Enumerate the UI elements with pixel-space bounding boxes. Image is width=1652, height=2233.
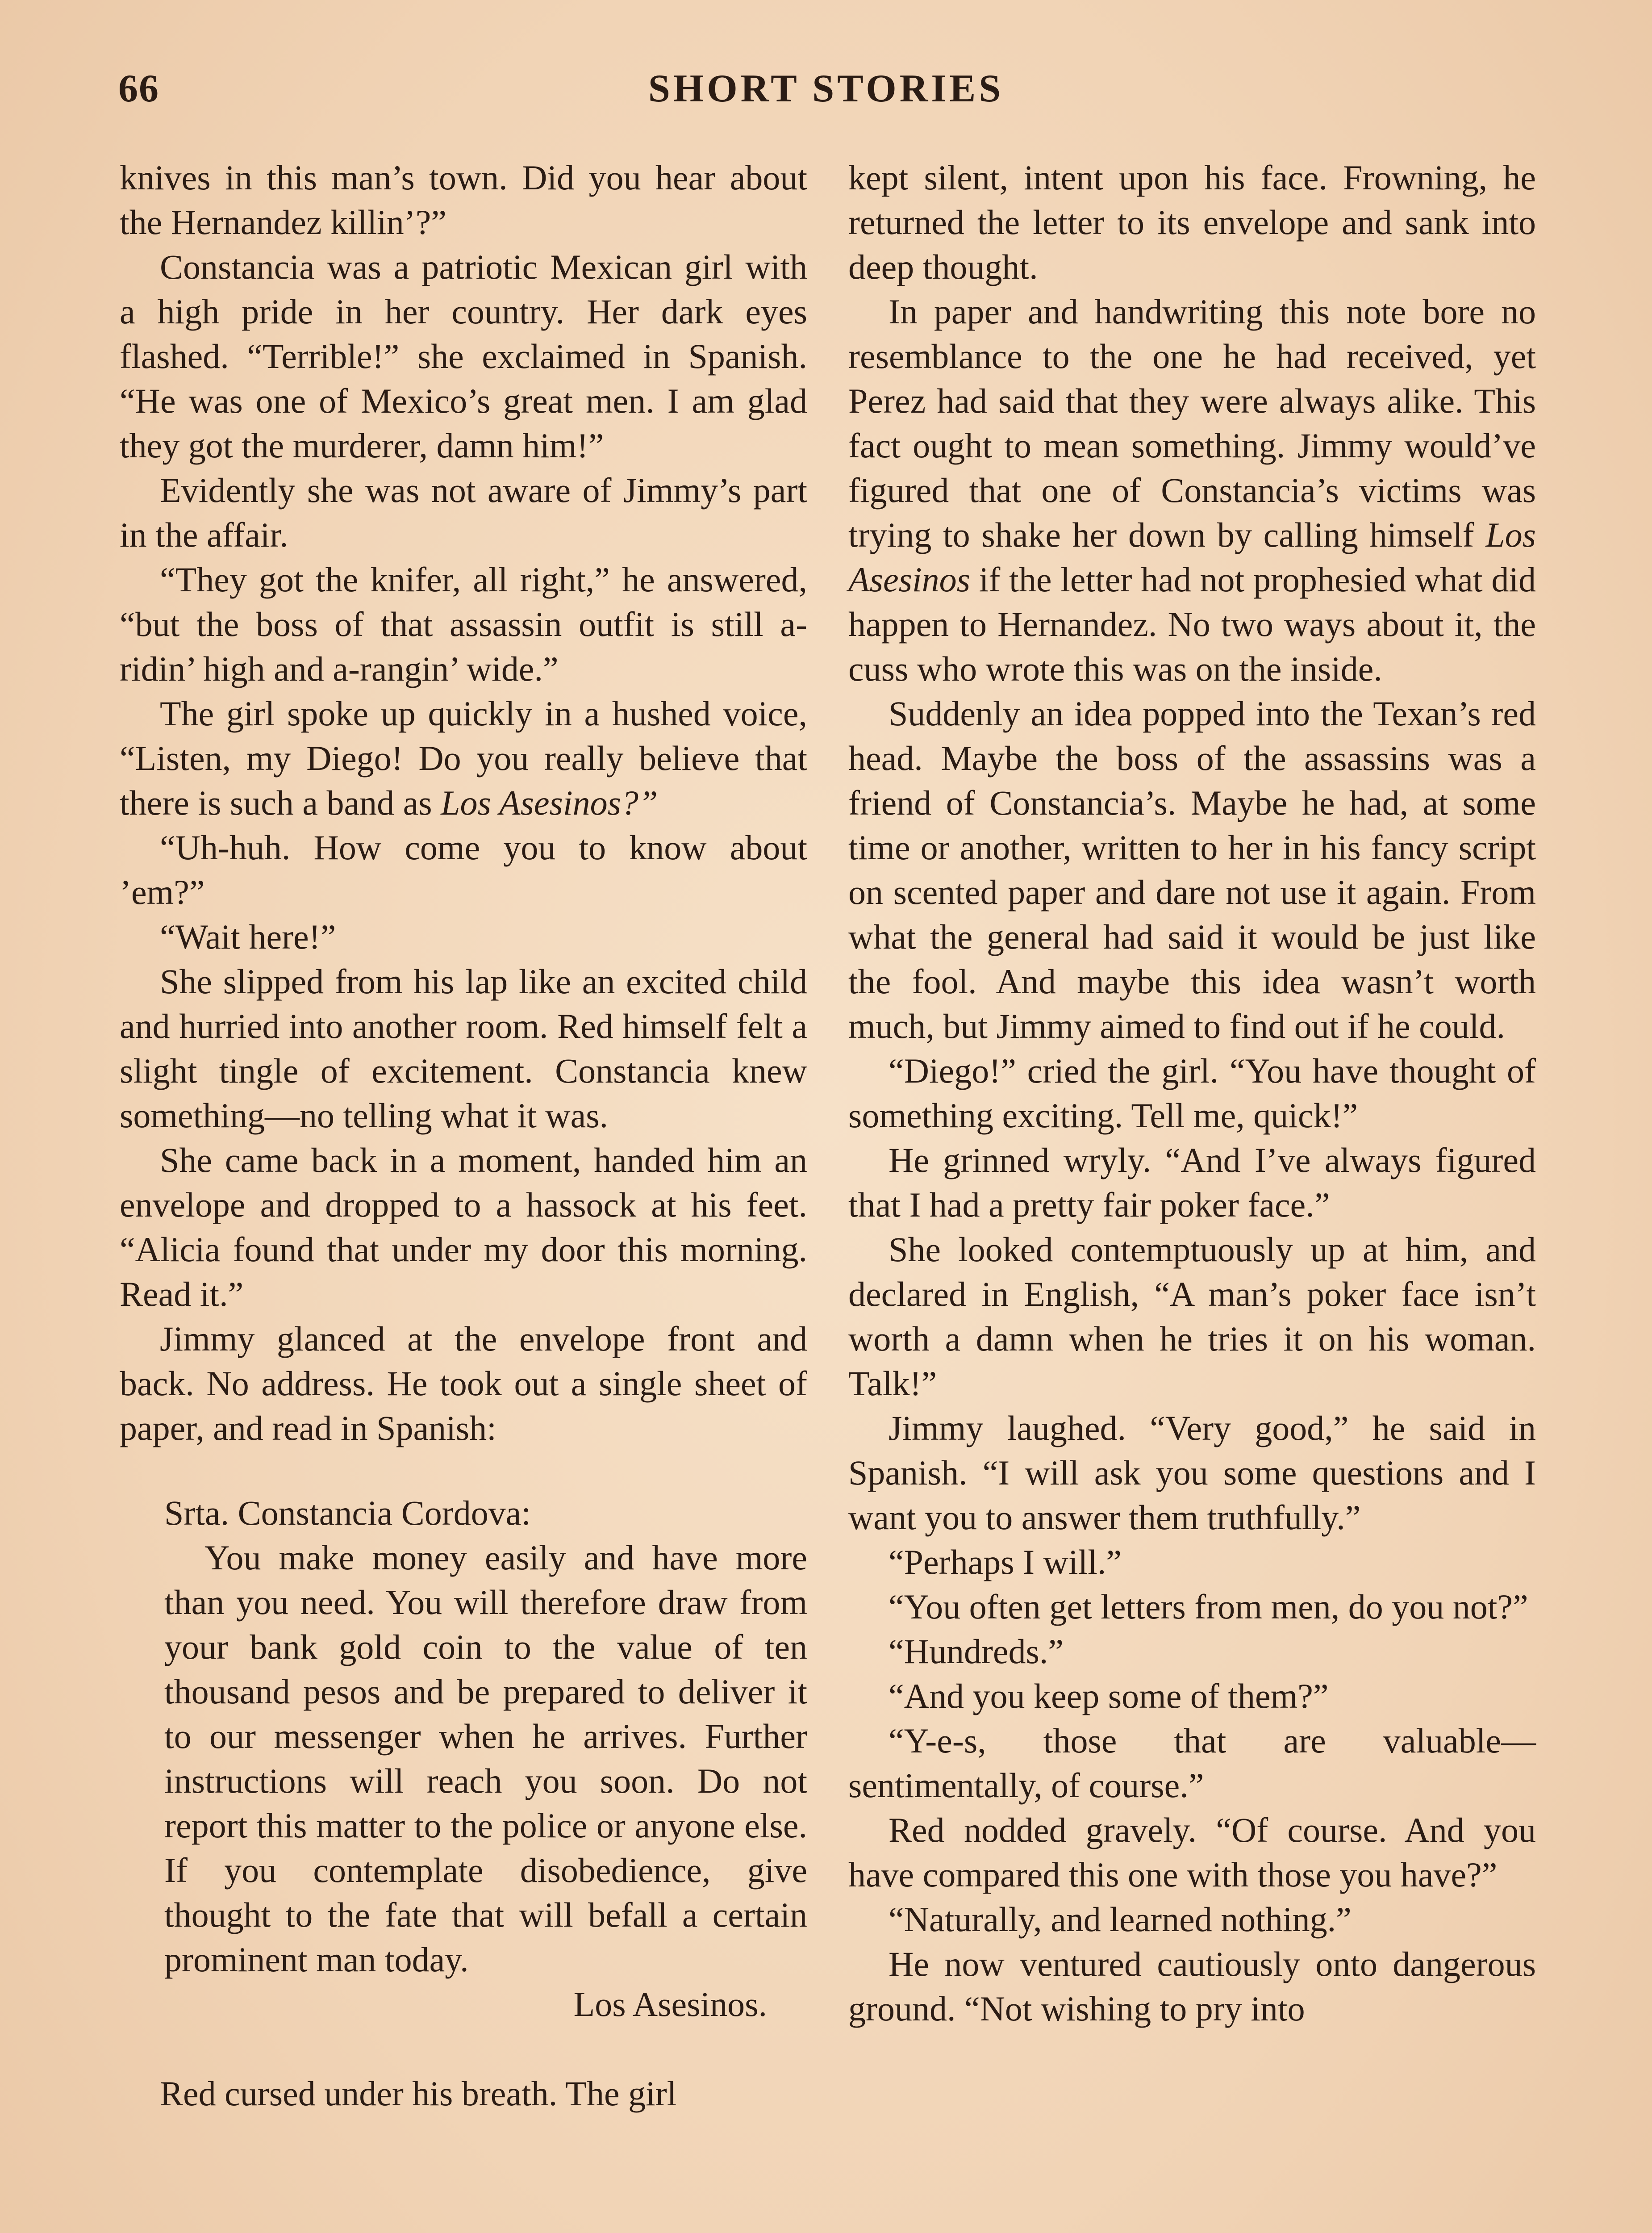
paragraph-text: The girl spoke up quickly in a hushed voice, “Listen, my Diego! Do you really believe that there is such a band as	[120, 694, 807, 822]
paragraph: He now ventured cautiously onto dangerous ground. “Not wishing to pry into	[848, 1944, 1536, 2028]
paragraph: “Naturally, and learned nothing.”	[889, 1900, 1352, 1939]
paragraph	[848, 289, 1536, 691]
paragraph-text: In paper and handwriting this note bore no resemblance to the one he had received, yet Perez had said that they were always alike. This fact ought to mean something. Jimmy would’ve figured that one of Constancia’s victims was trying to shake her down by calling himself	[848, 292, 1536, 554]
paragraph: Jimmy glanced at the envelope front and back. No address. He took out a single sheet of paper, and read in Spanish:	[120, 1319, 807, 1447]
paragraph: kept silent, intent upon his face. Frowning, he returned the letter to its envelope and sank into deep thought.	[848, 158, 1536, 286]
paragraph: He grinned wryly. “And I’ve always figured that I had a pretty fair poker face.”	[848, 1141, 1536, 1224]
paragraph: “Perhaps I will.”	[889, 1543, 1122, 1581]
paragraph: She looked contemptuously up at him, and declared in English, “A man’s poker face isn’t worth a damn when he tries it on his woman. Talk!”	[848, 1230, 1536, 1403]
paragraph: “And you keep some of them?”	[889, 1677, 1329, 1715]
letter-body: You make money easily and have more than you need. You will therefore draw from your bank gold coin to the value of ten thousand pesos and be prepared to deliver it to our messenger when he arrives. Further instructions will reach you soon. Do not report this matter to the police or anyone else. If you contemplate disobedience, give thought to the fate that will befall a certain prominent man today.	[164, 1538, 807, 1979]
paragraph: Suddenly an idea popped into the Texan’s red head. Maybe the boss of the assassins was a friend of Constancia’s. Maybe he had, at some time or another, written to her in his fancy script on scented paper and dare not use it again. From what the general had said it would be just like the fool. And maybe this idea wasn’t worth much, but Jimmy aimed to find out if he could.	[848, 694, 1536, 1045]
paragraph: knives in this man’s town. Did you hear about the Hernandez killin’?”	[120, 158, 807, 242]
italic-text: Los Asesinos	[848, 515, 1536, 599]
paragraph: Constancia was a patriotic Mexican girl with a high pride in her country. Her dark eyes flashed. “Terrible!” she exclaimed in Spanish. “He was one of Mexico’s great men. I am glad they got the murderer, damn him!”	[120, 247, 807, 465]
paragraph: “Y-e-s, those that are valuable—sentimentally, of course.”	[848, 1721, 1536, 1805]
paragraph: “Wait here!”	[160, 917, 336, 956]
paragraph	[120, 691, 807, 825]
paragraph: Red nodded gravely. “Of course. And you have compared this one with those you have?”	[848, 1811, 1536, 1894]
paragraph: “You often get letters from men, do you not?”	[889, 1587, 1528, 1626]
paragraph: Red cursed under his breath. The girl	[160, 2074, 677, 2113]
paragraph: “Uh-huh. How come you to know about ’em?”	[120, 828, 807, 912]
paragraph: Evidently she was not aware of Jimmy’s part in the affair.	[120, 471, 807, 554]
running-title: SHORT STORIES	[648, 67, 1004, 110]
letter-signature: Los Asesinos.	[573, 1985, 767, 2024]
paragraph: Jimmy laughed. “Very good,” he said in Spanish. “I will ask you some questions and I want you to answer them truthfully.”	[848, 1409, 1536, 1537]
letter-salutation: Srta. Constancia Cordova:	[164, 1493, 531, 1532]
paragraph: “Diego!” cried the girl. “You have thought of something exciting. Tell me, quick!”	[848, 1051, 1536, 1135]
paragraph: She came back in a moment, handed him an envelope and dropped to a hassock at his feet. “Alicia found that under my door this morning. Read it.”	[120, 1141, 807, 1313]
paragraph: “They got the knifer, all right,” he answered, “but the boss of that assassin outfit is still a-ridin’ high and a-rangin’ wide.”	[120, 560, 807, 688]
paragraph-text: if the letter had not prophesied what did happen to Hernandez. No two ways about it, the cuss who wrote this was on the inside.	[848, 560, 1536, 688]
page-number: 66	[118, 67, 159, 110]
quoted-letter	[120, 1491, 807, 2027]
right-column	[848, 155, 1536, 2031]
left-column	[120, 155, 807, 2116]
paragraph: She slipped from his lap like an excited child and hurried into another room. Red himself felt a slight tingle of excitement. Constancia knew something—no telling what it was.	[120, 962, 807, 1135]
italic-text: Los Asesinos?”	[441, 783, 658, 822]
paragraph: “Hundreds.”	[889, 1632, 1064, 1671]
